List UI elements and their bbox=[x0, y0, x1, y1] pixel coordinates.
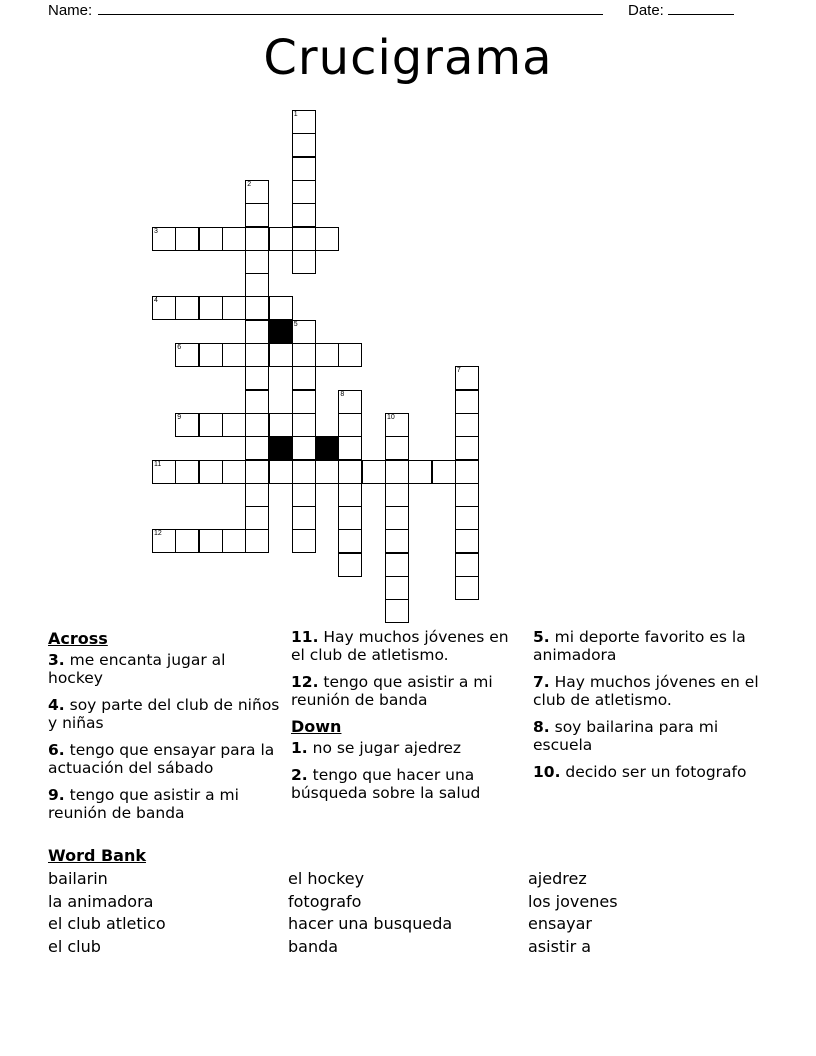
clue-number: 7 bbox=[456, 367, 461, 375]
crossword-cell[interactable] bbox=[455, 460, 479, 484]
crossword-cell[interactable] bbox=[338, 343, 362, 367]
crossword-cell[interactable] bbox=[175, 529, 199, 553]
crossword-cell[interactable] bbox=[199, 296, 223, 320]
crossword-cell[interactable] bbox=[269, 460, 293, 484]
crossword-cell[interactable] bbox=[292, 180, 316, 204]
crossword-cell[interactable] bbox=[292, 483, 316, 507]
crossword-cell[interactable] bbox=[245, 180, 269, 204]
clue: 12. tengo que asistir a mi reunión de banda bbox=[291, 673, 493, 709]
clue: 4. soy parte del club de niños y niñas bbox=[48, 696, 280, 732]
crossword-cell[interactable] bbox=[245, 343, 269, 367]
crossword-cell[interactable] bbox=[338, 460, 362, 484]
crossword-cell[interactable] bbox=[385, 460, 409, 484]
word-bank-item: bailarin bbox=[48, 869, 108, 888]
crossword-cell[interactable] bbox=[455, 366, 479, 390]
crossword-cell[interactable] bbox=[315, 343, 339, 367]
word-bank-item: el club atletico bbox=[48, 914, 166, 933]
crossword-cell[interactable] bbox=[175, 227, 199, 251]
clue: 7. Hay muchos jóvenes en el club de atletismo. bbox=[533, 673, 759, 709]
clue: 3. me encanta jugar al hockey bbox=[48, 651, 226, 687]
clue: 1. no se jugar ajedrez bbox=[291, 739, 462, 757]
crossword-cell[interactable] bbox=[245, 436, 269, 460]
crossword-cell[interactable] bbox=[152, 529, 176, 553]
crossword-cell[interactable] bbox=[385, 506, 409, 530]
crossword-cell[interactable] bbox=[175, 460, 199, 484]
word-bank-item: fotografo bbox=[288, 891, 362, 911]
crossword-cell[interactable] bbox=[269, 413, 293, 437]
crossword-cell[interactable] bbox=[338, 506, 362, 530]
crossword-cell[interactable] bbox=[222, 227, 246, 251]
name-label: Name: bbox=[48, 2, 93, 19]
crossword-cell[interactable] bbox=[292, 436, 316, 460]
crossword-cell[interactable] bbox=[338, 390, 362, 414]
clues-column-1 bbox=[48, 628, 284, 831]
clue: 10. decido ser un fotografo bbox=[533, 763, 747, 781]
crossword-cell[interactable] bbox=[292, 529, 316, 553]
crossword-cell[interactable] bbox=[152, 296, 176, 320]
crossword-cell[interactable] bbox=[315, 460, 339, 484]
clues-column-2 bbox=[291, 628, 521, 811]
crossword-cell[interactable] bbox=[385, 553, 409, 577]
word-bank-item: la animadora bbox=[48, 891, 154, 911]
word-bank-item: banda bbox=[288, 936, 339, 956]
crossword-cell[interactable] bbox=[222, 296, 246, 320]
crossword-cell[interactable] bbox=[338, 529, 362, 553]
clue: 9. tengo que asistir a mi reunión de banda bbox=[48, 786, 239, 822]
crossword-cell[interactable] bbox=[199, 413, 223, 437]
crossword-cell[interactable] bbox=[245, 506, 269, 530]
crossword-cell[interactable] bbox=[292, 343, 316, 367]
crossword-cell[interactable] bbox=[245, 483, 269, 507]
crossword-cell[interactable] bbox=[292, 157, 316, 181]
crossword-cell[interactable] bbox=[199, 227, 223, 251]
word-bank-item: el hockey bbox=[288, 869, 365, 888]
blocked-cell bbox=[315, 436, 339, 460]
crossword-cell[interactable] bbox=[292, 506, 316, 530]
crossword-cell[interactable] bbox=[152, 227, 176, 251]
crossword-cell[interactable] bbox=[292, 366, 316, 390]
crossword-cell[interactable] bbox=[222, 343, 246, 367]
crossword-cell[interactable] bbox=[455, 483, 479, 507]
crossword-cell[interactable] bbox=[408, 460, 432, 484]
crossword-cell[interactable] bbox=[292, 110, 316, 134]
crossword-cell[interactable] bbox=[222, 529, 246, 553]
clues-column-3 bbox=[533, 628, 763, 790]
clue-number: 5 bbox=[293, 320, 298, 328]
word-bank-item: los jovenes bbox=[528, 891, 618, 911]
crossword-cell[interactable] bbox=[455, 529, 479, 553]
page-title: Crucigrama bbox=[263, 30, 553, 86]
clue-number: 3 bbox=[154, 227, 158, 235]
crossword-cell[interactable] bbox=[245, 366, 269, 390]
crossword-cell[interactable] bbox=[175, 296, 199, 320]
word-bank-column-2 bbox=[288, 868, 452, 958]
across-heading: Across bbox=[48, 629, 108, 648]
clue-number: 12 bbox=[154, 530, 162, 538]
crossword-cell[interactable] bbox=[338, 483, 362, 507]
crossword-cell[interactable] bbox=[385, 483, 409, 507]
crossword-cell[interactable] bbox=[455, 506, 479, 530]
crossword-cell[interactable] bbox=[245, 227, 269, 251]
crossword-cell[interactable] bbox=[245, 390, 269, 414]
clue-number: 4 bbox=[154, 297, 158, 305]
crossword-cell[interactable] bbox=[362, 460, 386, 484]
crossword-cell[interactable] bbox=[245, 460, 269, 484]
crossword-cell[interactable] bbox=[455, 390, 479, 414]
crossword-cell[interactable] bbox=[385, 436, 409, 460]
word-bank-item: ajedrez bbox=[528, 869, 587, 888]
word-bank-item: ensayar bbox=[528, 914, 592, 933]
clue: 6. tengo que ensayar para la actuación del sábado bbox=[48, 741, 275, 777]
crossword-cell[interactable] bbox=[455, 436, 479, 460]
crossword-cell[interactable] bbox=[455, 576, 479, 600]
crossword-cell[interactable] bbox=[432, 460, 456, 484]
crossword-cell[interactable] bbox=[175, 343, 199, 367]
blocked-cell bbox=[269, 436, 293, 460]
crossword-cell[interactable] bbox=[292, 320, 316, 344]
clue: 5. mi deporte favorito es la animadora bbox=[533, 628, 746, 664]
crossword-cell[interactable] bbox=[269, 227, 293, 251]
clue-number: 1 bbox=[293, 111, 298, 118]
crossword-cell[interactable] bbox=[245, 296, 269, 320]
clue: 2. tengo que hacer una búsqueda sobre la salud bbox=[291, 766, 481, 802]
crossword-cell[interactable] bbox=[269, 296, 293, 320]
crossword-cell[interactable] bbox=[199, 343, 223, 367]
crossword-cell[interactable] bbox=[315, 227, 339, 251]
crossword-cell[interactable] bbox=[175, 413, 199, 437]
word-bank-column-3 bbox=[528, 868, 618, 958]
crossword-cell[interactable] bbox=[385, 529, 409, 553]
clue: 11. Hay muchos jóvenes en el club de atletismo. bbox=[291, 628, 509, 664]
crossword-cell[interactable] bbox=[292, 203, 316, 227]
crossword-cell[interactable] bbox=[385, 599, 409, 623]
crossword-cell[interactable] bbox=[292, 250, 316, 274]
clue-number: 9 bbox=[177, 413, 182, 421]
clue-number: 11 bbox=[154, 460, 162, 468]
crossword-cell[interactable] bbox=[199, 460, 223, 484]
crossword-cell[interactable] bbox=[152, 460, 176, 484]
crossword-cell[interactable] bbox=[222, 413, 246, 437]
crossword-cell[interactable] bbox=[385, 576, 409, 600]
clue-number: 8 bbox=[340, 390, 345, 398]
crossword-cell[interactable] bbox=[245, 250, 269, 274]
crossword-cell[interactable] bbox=[245, 203, 269, 227]
crossword-cell[interactable] bbox=[385, 413, 409, 437]
clue-number: 6 bbox=[177, 344, 182, 351]
word-bank-item: hacer una busqueda bbox=[288, 914, 453, 933]
crossword-cell[interactable] bbox=[199, 529, 223, 553]
crossword-cell[interactable] bbox=[245, 529, 269, 553]
crossword-cell[interactable] bbox=[245, 273, 269, 297]
word-bank-item: el club bbox=[48, 936, 101, 956]
crossword-cell[interactable] bbox=[222, 460, 246, 484]
crossword-cell[interactable] bbox=[338, 413, 362, 437]
down-heading: Down bbox=[291, 717, 342, 736]
crossword-cell[interactable] bbox=[292, 460, 316, 484]
crossword-cell[interactable] bbox=[338, 553, 362, 577]
crossword-cell[interactable] bbox=[455, 413, 479, 437]
crossword-cell[interactable] bbox=[269, 343, 293, 367]
crossword-cell[interactable] bbox=[245, 413, 269, 437]
crossword-cell[interactable] bbox=[338, 436, 362, 460]
word-bank-title: Word Bank bbox=[48, 846, 147, 865]
crossword-cell[interactable] bbox=[455, 553, 479, 577]
clue-number: 2 bbox=[247, 180, 252, 188]
clue: 8. soy bailarina para mi escuela bbox=[533, 718, 719, 754]
date-label: Date: bbox=[628, 2, 664, 19]
blocked-cell bbox=[269, 320, 293, 344]
word-bank-item: asistir a bbox=[528, 936, 592, 956]
crossword-cell[interactable] bbox=[245, 320, 269, 344]
clue-number: 10 bbox=[387, 413, 395, 421]
crossword-cell[interactable] bbox=[292, 133, 316, 157]
word-bank-column-1 bbox=[48, 868, 166, 958]
crossword-cell[interactable] bbox=[292, 390, 316, 414]
crossword-cell[interactable] bbox=[292, 227, 316, 251]
crossword-cell[interactable] bbox=[292, 413, 316, 437]
